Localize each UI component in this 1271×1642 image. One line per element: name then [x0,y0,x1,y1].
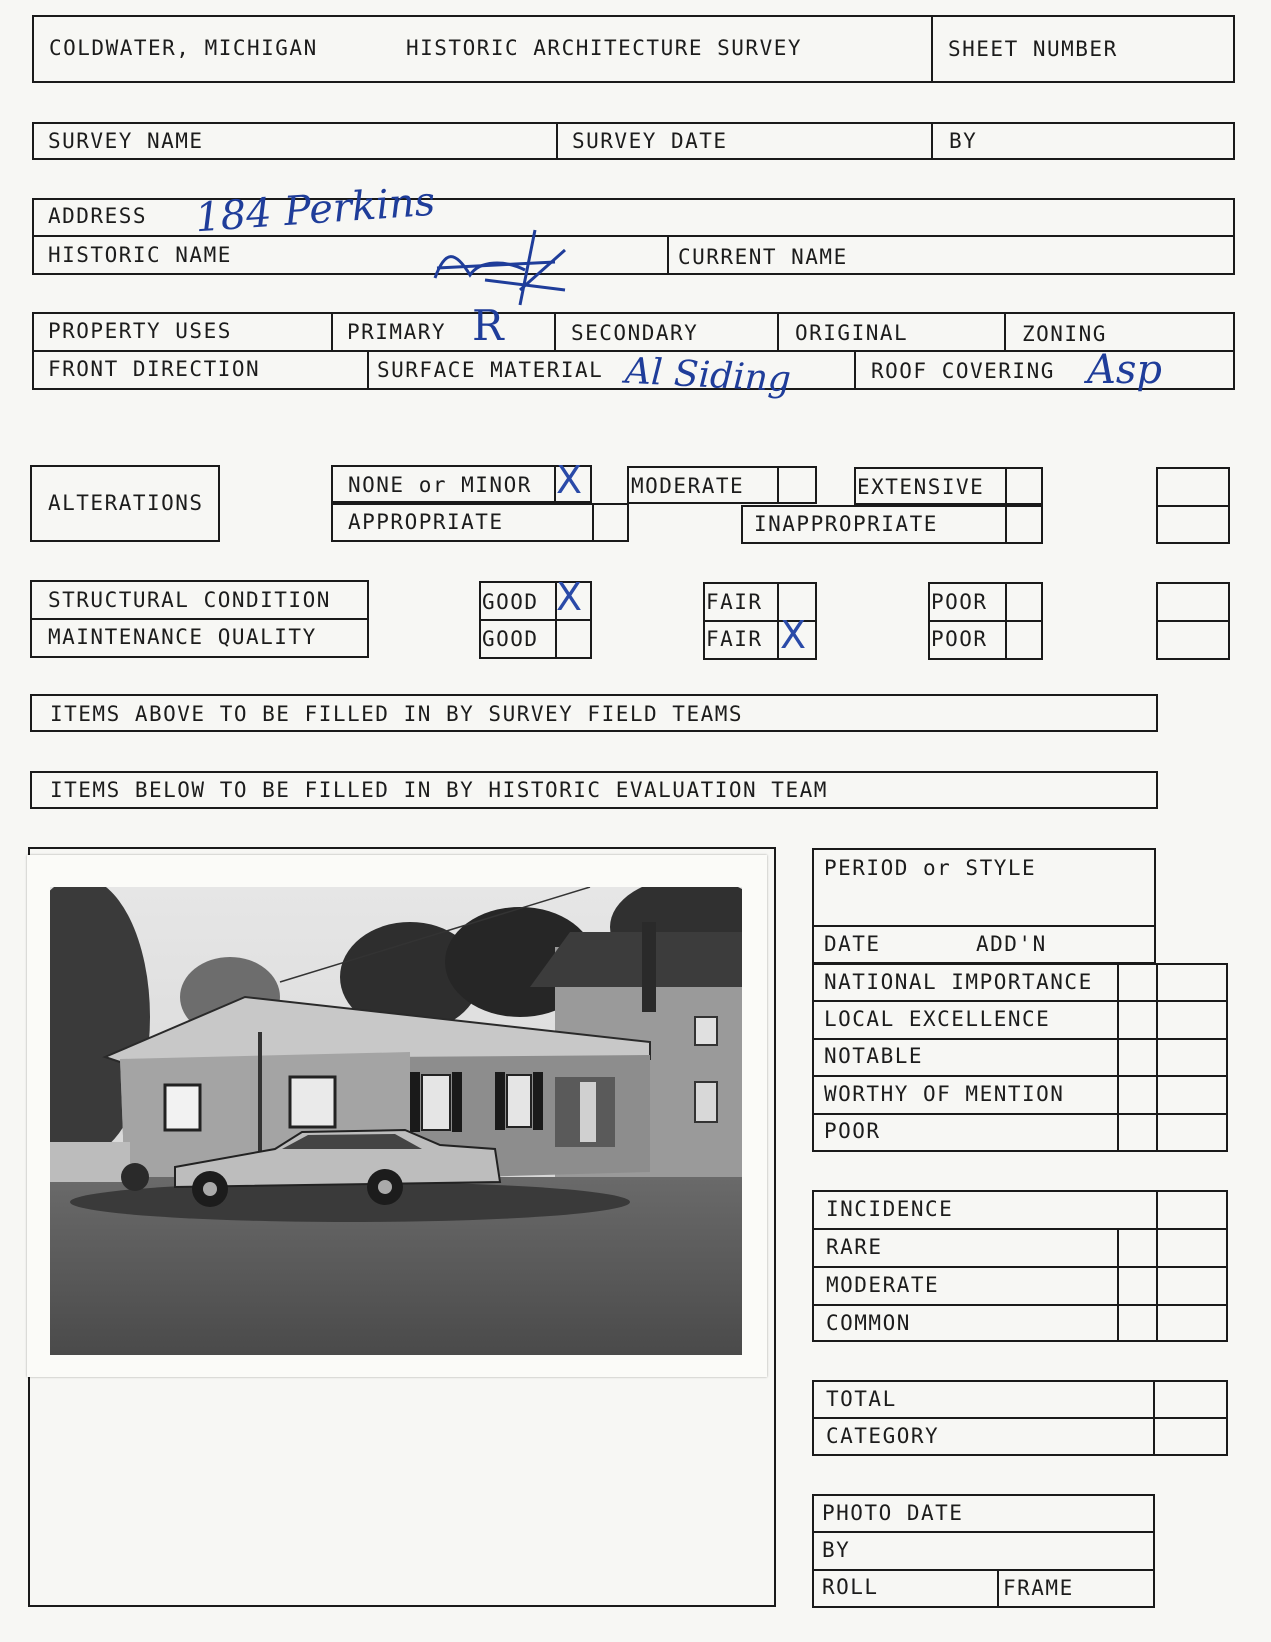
alterations-score-divider [1156,505,1230,507]
scribble-mark [425,190,575,310]
importance-col-2 [1156,963,1158,1152]
notable-label: NOTABLE [824,1044,924,1068]
common-label: COMMON [826,1311,911,1335]
incidence-divider-3 [812,1304,1228,1306]
incidence-moderate-label: MODERATE [826,1273,940,1297]
maintenance-poor-label: POOR [931,627,988,651]
survey-by-label: BY [949,129,978,153]
survey-divider-2 [931,122,933,160]
extensive-label: EXTENSIVE [857,475,985,499]
poor-rating-label: POOR [824,1119,881,1143]
surface-divider [367,350,369,390]
above-note: ITEMS ABOVE TO BE FILLED IN BY SURVEY FIELD TEAMS [50,702,744,726]
condition-label-divider [30,618,369,620]
primary-divider [331,312,333,350]
photo-date-label: PHOTO DATE [822,1501,964,1525]
worthy-of-mention-label: WORTHY OF MENTION [824,1082,1065,1106]
incidence-divider-1 [812,1228,1228,1230]
maintenance-fair-label: FAIR [706,627,763,651]
photo-info-divider-2 [812,1569,1155,1571]
address-label: ADDRESS [48,204,148,228]
total-label: TOTAL [826,1387,897,1411]
structural-fair-label: FAIR [706,590,763,614]
alterations-label: ALTERATIONS [48,491,204,515]
condition-score-divider [1156,620,1230,622]
primary-value: R [472,301,504,350]
sheet-number-label: SHEET NUMBER [948,37,1118,61]
roll-label: ROLL [822,1575,879,1599]
roof-covering-value: Asp [1087,347,1163,393]
none-minor-label: NONE or MINOR [348,473,532,497]
city-label: COLDWATER, MICHIGAN [49,36,318,60]
extensive-check-divider [1005,467,1007,505]
structural-good-check: X [556,575,583,619]
roof-divider [854,350,856,390]
importance-divider-3 [812,1075,1228,1077]
survey-name-label: SURVEY NAME [48,129,204,153]
incidence-col-1 [1117,1228,1119,1342]
incidence-label: INCIDENCE [826,1197,954,1221]
secondary-divider [554,312,556,350]
address-value: 184 Perkins [193,178,437,242]
rare-label: RARE [826,1235,883,1259]
original-label: ORIGINAL [795,321,909,345]
maintenance-quality-label: MAINTENANCE QUALITY [48,625,317,649]
fair-check-divider [777,582,779,660]
maintenance-good-label: GOOD [482,627,539,651]
total-col [1153,1380,1155,1456]
addn-label: ADD'N [976,932,1047,956]
surface-material-label: SURFACE MATERIAL [377,358,604,382]
zoning-label: ZONING [1022,322,1107,346]
front-direction-label: FRONT DIRECTION [48,357,261,381]
form-title: HISTORIC ARCHITECTURE SURVEY [406,36,803,60]
incidence-divider-2 [812,1266,1228,1268]
current-name-divider [667,235,669,275]
surface-material-value: Al Siding [624,350,792,401]
property-uses-label: PROPERTY USES [48,319,232,343]
period-style-label: PERIOD or STYLE [824,856,1037,880]
header-divider [931,15,933,83]
moderate-check-divider [777,466,779,504]
category-label: CATEGORY [826,1424,940,1448]
appropriate-check-divider [592,503,594,542]
frame-label: FRAME [1003,1576,1074,1600]
below-note: ITEMS BELOW TO BE FILLED IN BY HISTORIC EVALUATION TEAM [50,778,828,802]
maintenance-fair-check: X [780,613,807,657]
structural-good-label: GOOD [482,590,539,614]
survey-date-label: SURVEY DATE [572,129,728,153]
local-excellence-label: LOCAL EXCELLENCE [824,1007,1051,1031]
inappropriate-label: INAPPROPRIATE [754,512,938,536]
historic-name-label: HISTORIC NAME [48,243,232,267]
structural-condition-label: STRUCTURAL CONDITION [48,588,331,612]
incidence-col-2 [1156,1190,1158,1342]
importance-divider-4 [812,1113,1228,1115]
period-divider [812,925,1156,927]
roof-covering-label: ROOF COVERING [871,359,1055,383]
none-minor-check: X [556,458,583,502]
current-name-label: CURRENT NAME [678,245,848,269]
importance-divider-2 [812,1038,1228,1040]
national-importance-label: NATIONAL IMPORTANCE [824,970,1093,994]
inappropriate-check-divider [1005,505,1007,544]
photo-by-label: BY [822,1538,851,1562]
frame-divider [997,1569,999,1608]
photo-info-divider-1 [812,1531,1155,1533]
zoning-divider [1004,312,1006,350]
total-divider [812,1417,1228,1419]
secondary-label: SECONDARY [571,321,699,345]
date-label: DATE [824,932,881,956]
house-photo [50,887,742,1355]
structural-poor-label: POOR [931,590,988,614]
primary-label: PRIMARY [347,320,447,344]
survey-divider-1 [556,122,558,160]
appropriate-label: APPROPRIATE [348,510,504,534]
importance-divider-1 [812,1000,1228,1002]
moderate-label: MODERATE [631,474,745,498]
poor-check-divider [1005,582,1007,660]
good-divider [479,619,592,621]
importance-col-1 [1117,963,1119,1152]
poor-divider [928,620,1043,622]
original-divider [777,312,779,350]
